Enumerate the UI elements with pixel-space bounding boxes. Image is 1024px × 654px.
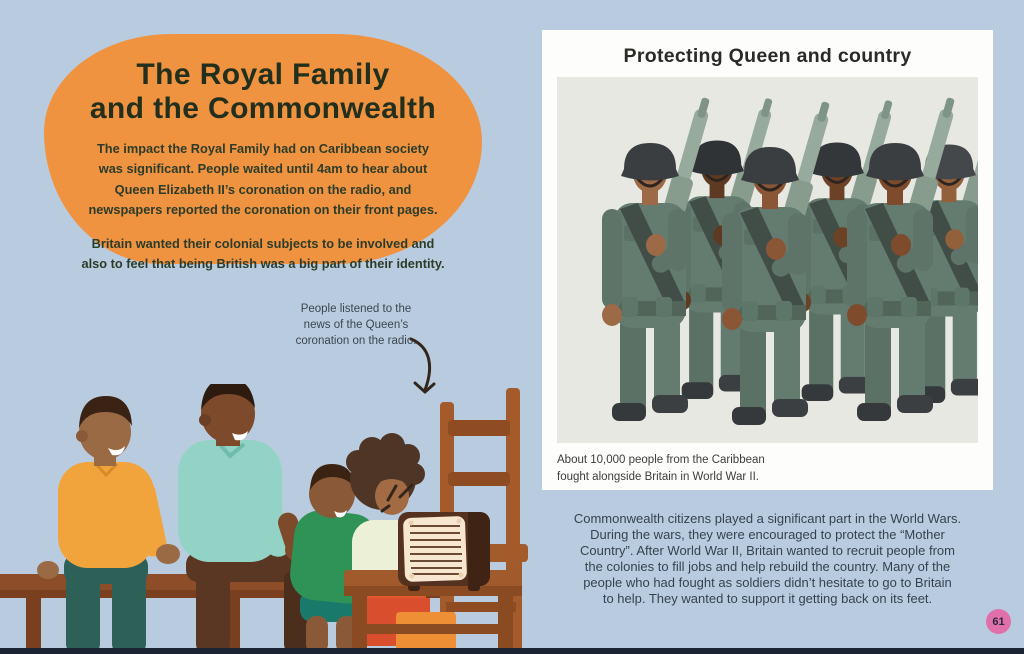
title-blob bbox=[44, 34, 482, 272]
card-title: Protecting Queen and country bbox=[623, 45, 912, 67]
card-image-frame bbox=[557, 77, 978, 443]
radio-annotation: People listened to the news of the Queen’s coronation on the radio. bbox=[295, 303, 417, 347]
identity-paragraph: Britain wanted their colonial subjects to be involved and also to feel that being British was a big part of their identity. bbox=[81, 235, 445, 272]
page-title: The Royal Family and the Commonwealth bbox=[89, 58, 437, 125]
body-paragraph: Commonwealth citizens played a significant part in the World Wars. During the wars, they were encouraged to protect the “Mother Country”. After World War II, Britain wanted to recruit people from the colonies to fill jobs and help rebuild the country. Many of the people who had fought as soldiers didn’t hesitate to go to Britain to help. They wanted to support it getting back on its feet. bbox=[573, 511, 962, 606]
page-number-badge bbox=[986, 609, 1011, 634]
intro-paragraph: The impact the Royal Family had on Caribbean society was significant. People waited until 4am to hear about Queen Elizabeth II’s coronation on the radio, and newspapers reported the coronation on their front pages. bbox=[88, 140, 438, 218]
soldiers-illustration bbox=[557, 77, 978, 443]
page-bottom-edge bbox=[0, 648, 1024, 654]
page-number: 61 bbox=[992, 615, 1005, 628]
image-caption: About 10,000 people from the Caribbean fought alongside Britain in World War II. bbox=[557, 454, 765, 483]
man-teal-polo bbox=[178, 384, 316, 654]
family-radio-illustration bbox=[0, 384, 532, 654]
info-card bbox=[542, 30, 993, 490]
radio bbox=[398, 512, 490, 591]
man-orange-shirt bbox=[37, 396, 180, 654]
